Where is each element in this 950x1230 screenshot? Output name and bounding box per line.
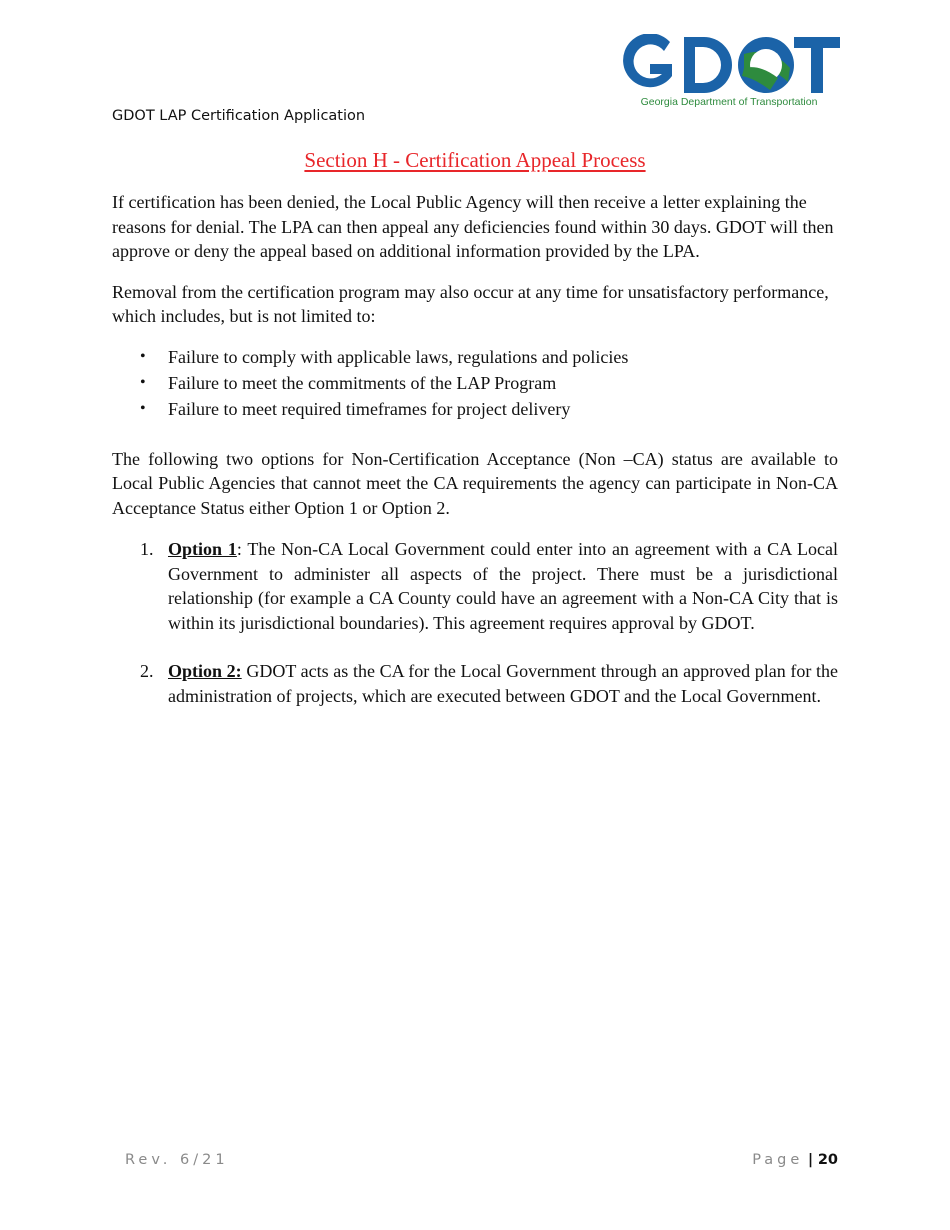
option-number: 1. [140,539,154,559]
failure-list [112,345,838,423]
page-word: Page [752,1152,804,1168]
bullet-glyph: • [140,373,146,391]
paragraph-removal: Removal from the certification program may also occur at any time for unsatisfactory performance, which includes, but is not limited to: [112,281,829,326]
list-item-text: Failure to meet the commitments of the LAP Program [168,372,557,393]
paragraph-denial: If certification has been denied, the Local Public Agency will then receive a letter explaining the reasons for denial. The LPA can then appeal any deficiencies found within 30 days. GDOT will then approve or deny the appeal based on additional information provided by the LPA. [112,192,834,261]
section-title: Section H - Certification Appeal Process [304,148,646,172]
option-item-2 [112,659,838,708]
list-item [112,397,838,423]
page-indicator [752,1152,838,1168]
option-text: GDOT acts as the CA for the Local Government through an approved plan for the administration of projects, which are executed between GDOT and the Local Government. [168,661,839,706]
page-number: 20 [817,1152,838,1168]
option-separator: : [236,539,242,559]
paragraph-non-ca-options: The following two options for Non-Certification Acceptance (Non –CA) status are available to Local Public Agencies that cannot meet the CA requirements the agency can participate in Non-CA Acceptance Status either Option 1 or Option 2. [112,448,838,518]
document-body [112,190,838,732]
option-label: Option 2: [168,661,242,681]
logo-subtitle: Georgia Department of Transportation [640,96,818,108]
revision-label: Rev. 6/21 [125,1152,229,1168]
list-item-text: Failure to comply with applicable laws, regulations and policies [168,346,629,367]
option-text: The Non-CA Local Government could enter into an agreement with a CA Local Government to administer all aspects of the project. There must be a jurisdictional relationship (for example a CA County could have an agreement with a Non-CA City that is within its jurisdictional boundaries). This agreement requires approval by GDOT. [168,539,838,633]
list-item [112,371,838,397]
gdot-logo [620,34,842,110]
option-label: Option 1 [168,539,237,559]
list-item-text: Failure to meet required timeframes for project delivery [168,398,571,419]
options-list [112,537,838,708]
bullet-glyph: • [140,399,146,417]
option-item-1 [112,537,838,635]
document-header: GDOT LAP Certification Application [112,108,366,124]
gdot-logo-mark [620,34,842,96]
list-item [112,345,838,371]
page-separator: | [807,1152,814,1168]
option-number: 2. [140,661,154,681]
bullet-glyph: • [140,347,146,365]
